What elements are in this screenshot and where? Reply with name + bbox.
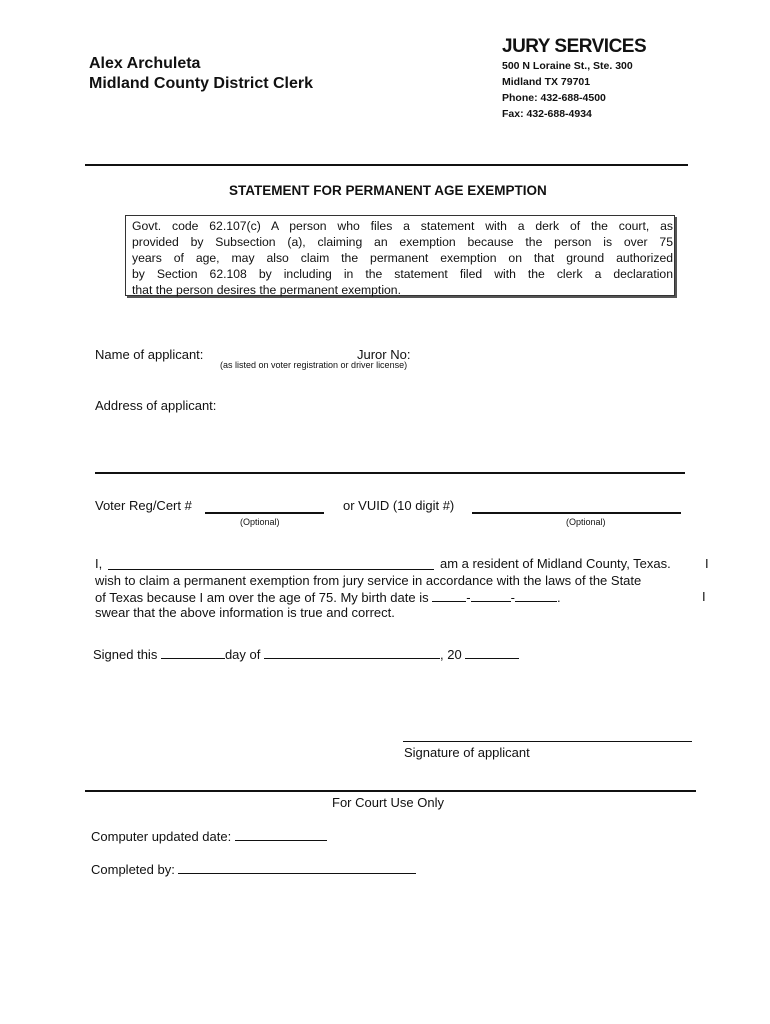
applicant-name-field[interactable] — [108, 569, 434, 570]
clerk-name: Alex Archuleta — [89, 55, 201, 72]
govt-code-line: that the person desires the permanent exemption. — [132, 283, 401, 297]
signed-day-field[interactable] — [161, 646, 225, 659]
computer-updated-label: Computer updated date: — [91, 829, 232, 844]
computer-updated-row — [91, 828, 327, 844]
signed-line — [93, 646, 519, 662]
office-phone: Phone: 432-688-4500 — [502, 92, 606, 104]
completed-by-field[interactable] — [178, 861, 416, 874]
signed-month-field[interactable] — [264, 646, 440, 659]
birth-year-field[interactable] — [515, 589, 557, 602]
signed-day-of: day of — [224, 647, 261, 662]
birth-month-field[interactable] — [432, 589, 466, 602]
declaration-line1-tail: I — [705, 556, 709, 571]
voter-reg-field[interactable] — [205, 512, 324, 514]
govt-code-box — [125, 215, 675, 296]
court-use-divider — [85, 790, 696, 792]
completed-by-row — [91, 861, 416, 877]
govt-code-line: by Section 62.108 by including in the statement filed with the clerk a declaration — [132, 267, 673, 281]
govt-code-line: Govt. code 62.107(c) A person who files a statement with a derk of the court, as — [132, 219, 673, 233]
name-note: (as listed on voter registration or driver license) — [220, 360, 408, 370]
address-label: Address of applicant: — [95, 398, 217, 413]
declaration-line3 — [95, 589, 561, 605]
signed-prefix: Signed this — [93, 647, 158, 662]
declaration-line2: wish to claim a permanent exemption from jury service in accordance with the laws of the State — [95, 573, 642, 588]
declaration-birth-text: of Texas because I am over the age of 75. My birth date is — [95, 590, 429, 605]
declaration-resident: am a resident of Midland County, Texas. — [440, 556, 671, 571]
office-city: Midland TX 79701 — [502, 76, 591, 88]
birth-day-field[interactable] — [471, 589, 511, 602]
declaration-line4: swear that the above information is true and correct. — [95, 605, 395, 620]
name-label: Name of applicant: — [95, 347, 204, 362]
birth-sep-2: - — [510, 590, 515, 605]
vuid-field[interactable] — [472, 512, 681, 514]
completed-by-label: Completed by: — [91, 862, 175, 877]
voter-reg-label: Voter Reg/Cert # — [95, 498, 192, 513]
office-street: 500 N Loraine St., Ste. 300 — [502, 60, 633, 72]
voter-reg-optional: (Optional) — [240, 517, 280, 527]
office-fax: Fax: 432-688-4934 — [502, 108, 592, 120]
signed-year-field[interactable] — [465, 646, 519, 659]
clerk-title: Midland County District Clerk — [89, 75, 314, 92]
signed-year-prefix: , 20 — [440, 647, 462, 662]
vuid-optional: (Optional) — [566, 517, 606, 527]
vuid-label: or VUID (10 digit #) — [343, 498, 455, 513]
court-use-heading: For Court Use Only — [332, 795, 444, 810]
birth-end: . — [556, 590, 561, 605]
declaration-i: I, — [95, 556, 103, 571]
birth-sep-1: - — [466, 590, 471, 605]
govt-code-line: years of age, may also claim the permanent exemption on that ground authorized — [132, 251, 673, 265]
juror-no-label: Juror No: — [357, 347, 411, 362]
declaration-line3-tail: I — [702, 589, 706, 604]
govt-code-line: provided by Subsection (a), claiming an exemption because the person is over 75 — [132, 235, 673, 249]
signature-field[interactable] — [403, 741, 692, 742]
header-divider — [85, 164, 688, 166]
jury-services-heading: JURY SERVICES — [502, 36, 647, 57]
address-line[interactable] — [95, 472, 685, 474]
computer-updated-field[interactable] — [235, 828, 327, 841]
signature-label: Signature of applicant — [404, 745, 530, 760]
form-title: STATEMENT FOR PERMANENT AGE EXEMPTION — [229, 183, 547, 198]
